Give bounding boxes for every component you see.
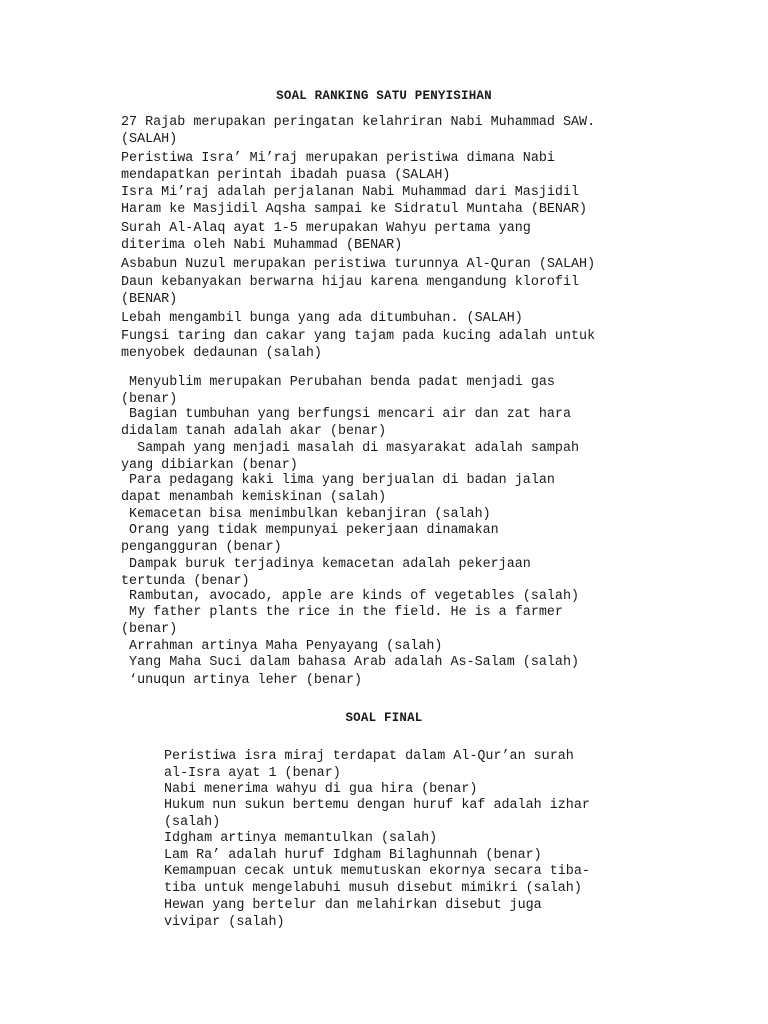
item-text-line: Sampah yang menjadi masalah di masyarakat adalah sampah [121,441,580,456]
item-text-line: ‘unuqun artinya leher (benar) [121,673,363,688]
item-text-line: Kemampuan cecak untuk memutuskan ekornya secara tiba- [164,864,590,879]
item-text-line: Hewan yang bertelur dan melahirkan disebut juga [164,898,542,913]
item-text-line: (benar) [121,622,178,637]
item-text-line: Hukum nun sukun bertemu dengan huruf kaf adalah izhar [164,798,590,813]
section-title-penyisihan: SOAL RANKING SATU PENYISIHAN [276,89,492,103]
item-text-line: Peristiwa isra miraj terdapat dalam Al-Qur’an surah [164,749,574,764]
item-text-line: Fungsi taring dan cakar yang tajam pada kucing adalah untuk [121,329,596,344]
item-text-line: Rambutan, avocado, apple are kinds of vegetables (salah) [121,589,580,604]
item-text-line: (BENAR) [121,292,178,307]
item-text-line: Yang Maha Suci dalam bahasa Arab adalah As-Salam (salah) [121,655,580,670]
item-text-line: Surah Al-Alaq ayat 1-5 merupakan Wahyu pertama yang [121,221,531,236]
item-text-line: didalam tanah adalah akar (benar) [121,424,387,439]
item-text-line: tertunda (benar) [121,574,250,589]
item-text-line: (benar) [121,392,178,407]
item-text-line: dapat menambah kemiskinan (salah) [121,490,387,505]
item-text-line: Idgham artinya memantulkan (salah) [164,831,438,846]
item-text-line: Nabi menerima wahyu di gua hira (benar) [164,782,478,797]
item-text-line: Haram ke Masjidil Aqsha sampai ke Sidratul Muntaha (BENAR) [121,202,588,217]
item-text-line: (salah) [164,815,221,830]
item-text-line: mendapatkan perintah ibadah puasa (SALAH) [121,168,451,183]
item-text-line: tiba untuk mengelabuhi musuh disebut mimikri (salah) [164,881,582,896]
item-text-line: Asbabun Nuzul merupakan peristiwa turunnya Al-Quran (SALAH) [121,257,596,272]
item-text-line: Peristiwa Isra’ Mi’raj merupakan peristiwa dimana Nabi [121,151,555,166]
item-text-line: (SALAH) [121,132,178,147]
item-text-line: Lam Ra’ adalah huruf Idgham Bilaghunnah (benar) [164,848,542,863]
item-text-line: Isra Mi’raj adalah perjalanan Nabi Muhammad dari Masjidil [121,185,580,200]
item-text-line: 27 Rajab merupakan peringatan kelahriran Nabi Muhammad SAW. [121,115,596,130]
item-text-line: menyobek dedaunan (salah) [121,346,322,361]
item-text-line: Lebah mengambil bunga yang ada ditumbuhan. (SALAH) [121,311,523,326]
item-text-line: Menyublim merupakan Perubahan benda padat menjadi gas [121,375,555,390]
section-title-final: SOAL FINAL [345,711,423,725]
item-text-line: vivipar (salah) [164,915,285,930]
item-text-line: al-Isra ayat 1 (benar) [164,766,341,781]
item-text-line: Orang yang tidak mempunyai pekerjaan dinamakan [121,523,499,538]
item-text-line: yang dibiarkan (benar) [121,458,298,473]
item-text-line: diterima oleh Nabi Muhammad (BENAR) [121,238,403,253]
item-text-line: Daun kebanyakan berwarna hijau karena mengandung klorofil [121,275,580,290]
item-text-line: My father plants the rice in the field. He is a farmer [121,605,563,620]
item-text-line: Dampak buruk terjadinya kemacetan adalah pekerjaan [121,557,531,572]
item-text-line: Kemacetan bisa menimbulkan kebanjiran (salah) [121,507,491,522]
item-text-line: Para pedagang kaki lima yang berjualan di badan jalan [121,473,555,488]
item-text-line: Bagian tumbuhan yang berfungsi mencari air dan zat hara [121,407,571,422]
item-text-line: pengangguran (benar) [121,540,282,555]
item-text-line: Arrahman artinya Maha Penyayang (salah) [121,639,443,654]
